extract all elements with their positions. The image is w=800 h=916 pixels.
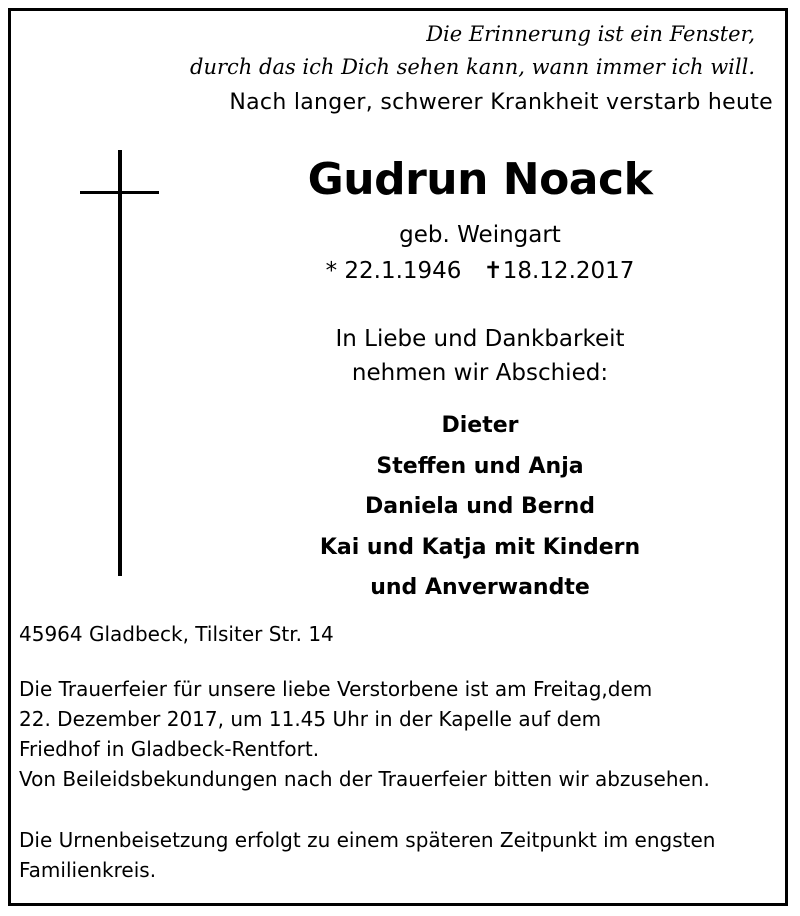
life-dates [200,254,760,288]
mourner: und Anverwandte [370,575,590,600]
burial-notice [19,825,715,885]
maiden-name: geb. Weingart [399,222,561,248]
death-date: ✝18.12.2017 [483,258,635,284]
mourner: Kai und Katja mit Kindern [319,534,641,560]
mourner: Steffen und Anja [376,453,584,479]
motto-quote [155,18,755,84]
intro-text: Nach langer, schwerer Krankheit verstarb heute [229,90,773,115]
mourners-list [200,406,760,609]
ceremony-line: 22. Dezember 2017, um 11.45 Uhr in der Kapelle auf dem [19,707,602,731]
motto-line: Die Erinnerung ist ein Fenster, [426,22,755,46]
ceremony-line: Friedhof in Gladbeck-Rentfort. [19,737,320,761]
farewell-line: nehmen wir Abschied: [351,360,609,386]
ceremony-notice [19,674,710,794]
burial-line: Familienkreis. [19,858,157,882]
motto-line: durch das ich Dich sehen kann, wann immer ich will. [190,55,755,79]
mourner: Daniela und Bernd [365,494,595,519]
address: 45964 Gladbeck, Tilsiter Str. 14 [19,622,334,646]
farewell-text [200,322,760,390]
birth-date: * 22.1.1946 [325,258,462,284]
deceased-name: Gudrun Noack [307,154,653,205]
farewell-line: In Liebe und Dankbarkeit [335,326,625,352]
cross-vertical-bar [118,150,122,576]
burial-line: Die Urnenbeisetzung erfolgt zu einem späteren Zeitpunkt im engsten [19,828,716,852]
cross-horizontal-bar [80,191,159,194]
ceremony-line: Die Trauerfeier für unsere liebe Verstorbene ist am Freitag,dem [19,677,653,701]
ceremony-line: Von Beileidsbekundungen nach der Trauerfeier bitten wir abzusehen. [19,767,710,791]
mourner: Dieter [441,413,519,438]
